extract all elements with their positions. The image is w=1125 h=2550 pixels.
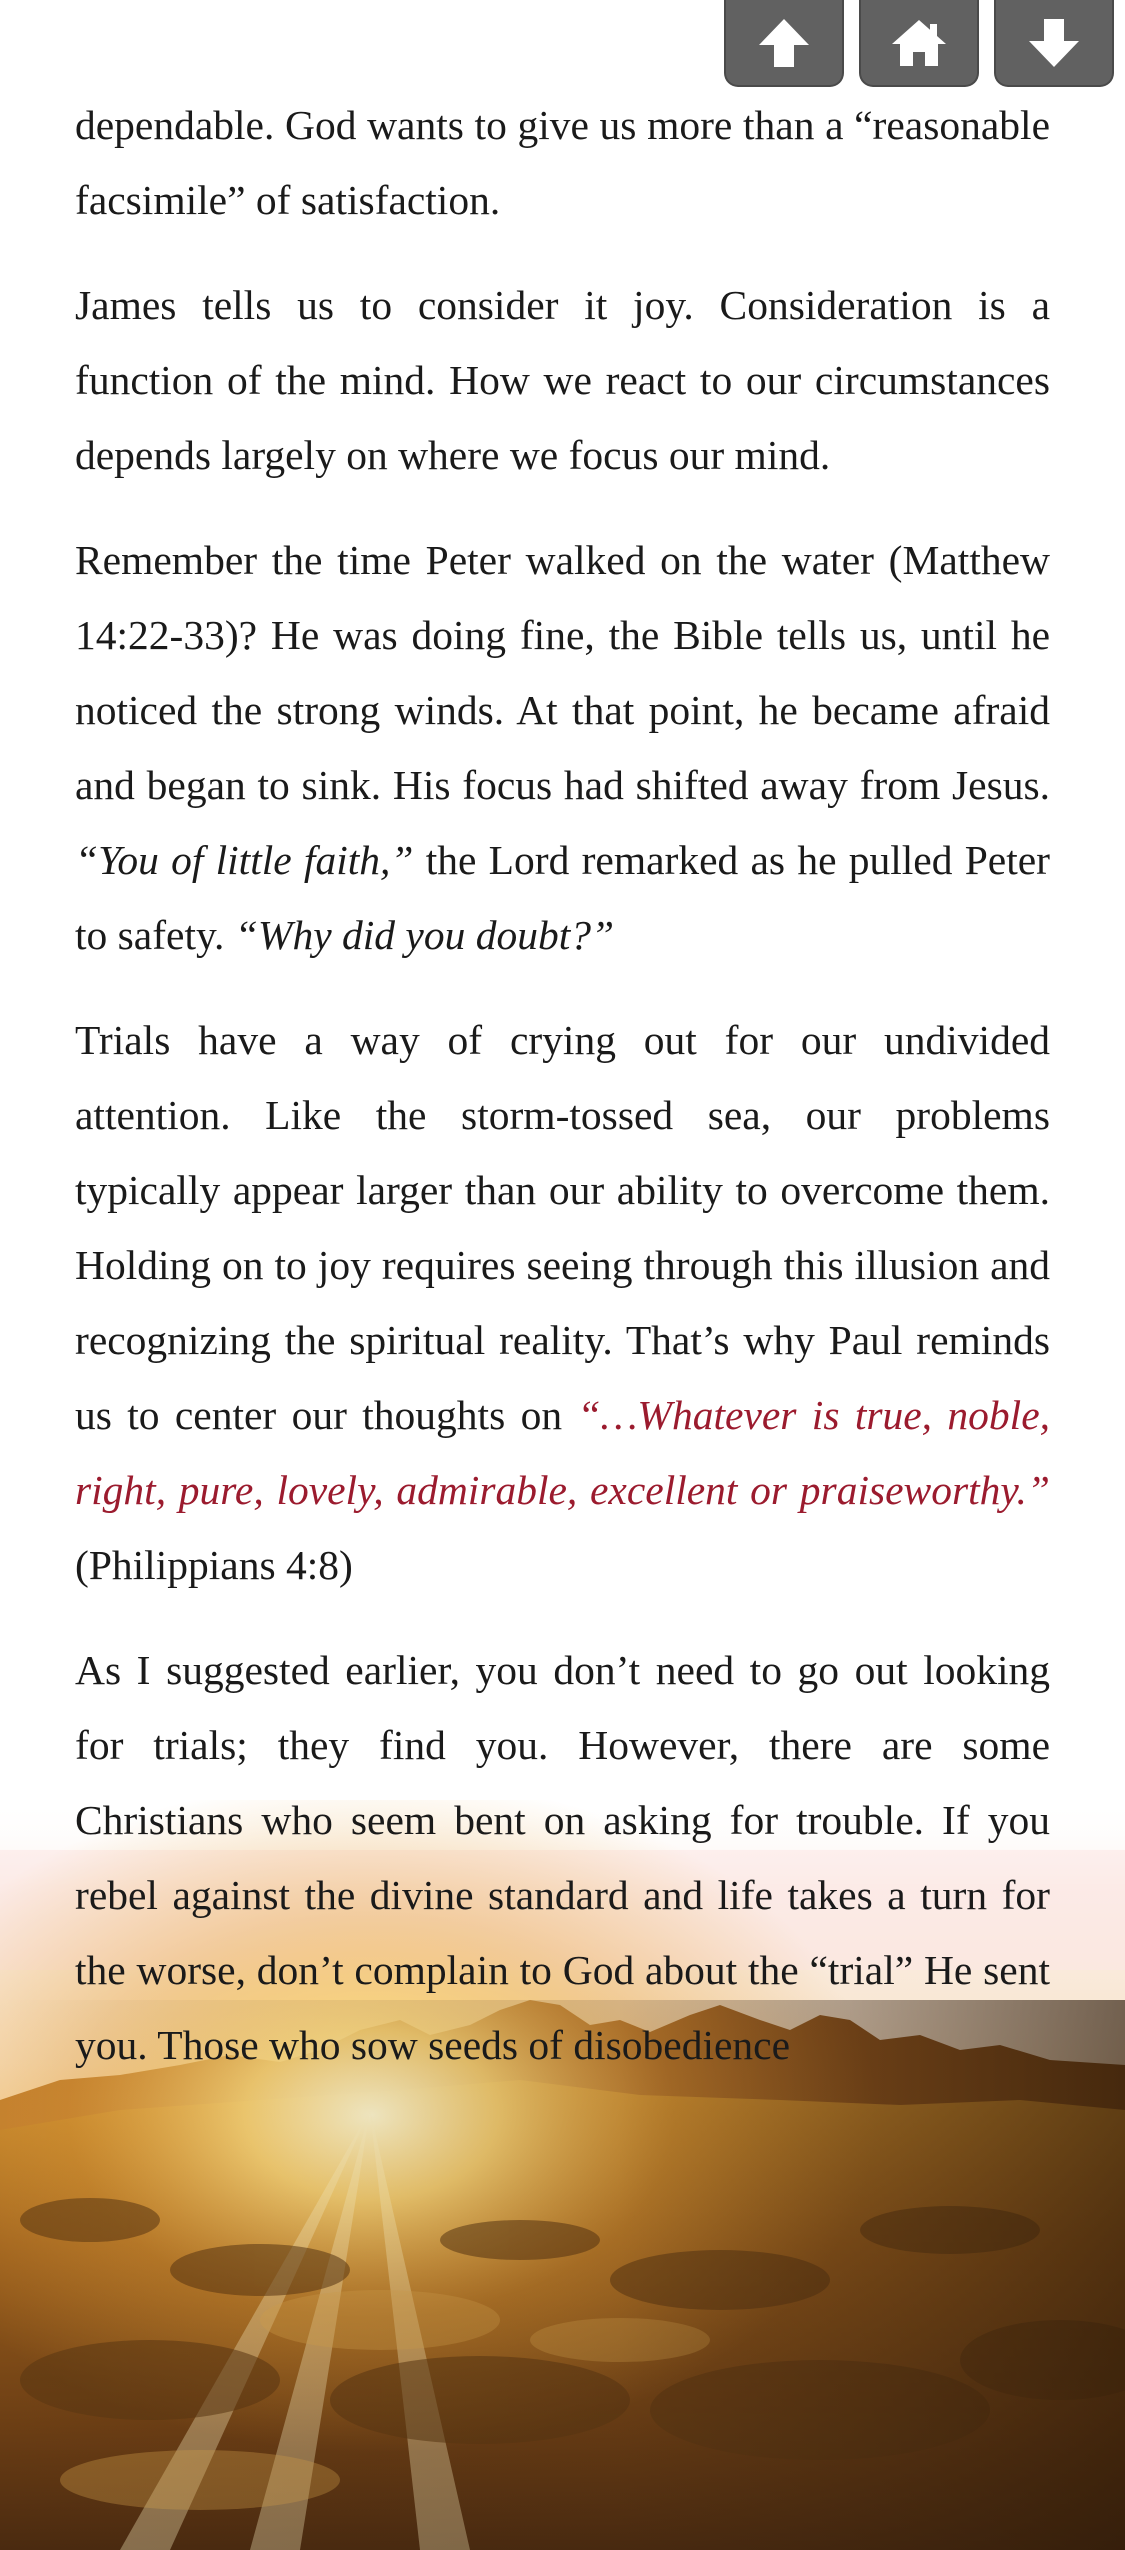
jesus-quote-little-faith: “You of little faith,” (75, 837, 414, 883)
paragraph-1 (75, 88, 1050, 238)
page-down-button[interactable] (994, 0, 1114, 87)
paragraph-5-text: As I suggested earlier, you don’t need to go out looking for trials; they find you. However, there are some Christians who seem bent on asking for trouble. If you rebel against the divine standard and life takes a turn for the worse, don’t complain to God about the “trial” He sent you. Those who sow seeds of disobedience (75, 1647, 1050, 2068)
scripture-reference: (Philippians 4:8) (75, 1542, 353, 1588)
paragraph-3-text: Remember the time Peter walked on the water (Matthew 14:22-33)? He was doing fine, the Bible tells us, until he noticed the strong winds. At that point, he became afraid and began to sink. His focus had shifted away from Jesus. (75, 537, 1050, 808)
paragraph-3-middle: the Lord remarked as he pulled Peter to safety. (75, 837, 1050, 958)
page-up-button[interactable] (724, 0, 844, 87)
paragraph-4 (75, 1003, 1050, 1603)
scripture-quote: “…Whatever is true, noble, right, pure, lovely, admirable, excellent or praiseworthy.” (75, 1392, 1050, 1513)
paragraph-5 (75, 1633, 1050, 2083)
arrow-up-icon (757, 17, 811, 69)
paragraph-4-text: Trials have a way of crying out for our undivided attention. Like the storm-tossed sea, our problems typically appear larger than our ability to overcome them. Holding on to joy requires seeing through this illusion and recognizing the spiritual reality. That’s why Paul reminds us to center our thoughts on (75, 1017, 1050, 1438)
home-icon (890, 18, 948, 68)
page-navigation (724, 0, 1114, 87)
paragraph-3 (75, 523, 1050, 973)
article-body (75, 88, 1050, 2113)
paragraph-2-text: James tells us to consider it joy. Consideration is a function of the mind. How we react to our circumstances depends largely on where we focus our mind. (75, 282, 1050, 478)
paragraph-1-text: dependable. God wants to give us more than a “reasonable facsimile” of satisfaction. (75, 102, 1050, 223)
arrow-down-icon (1027, 17, 1081, 69)
paragraph-2 (75, 268, 1050, 493)
jesus-quote-why-doubt: “Why did you doubt?” (234, 912, 615, 958)
home-button[interactable] (859, 0, 979, 87)
